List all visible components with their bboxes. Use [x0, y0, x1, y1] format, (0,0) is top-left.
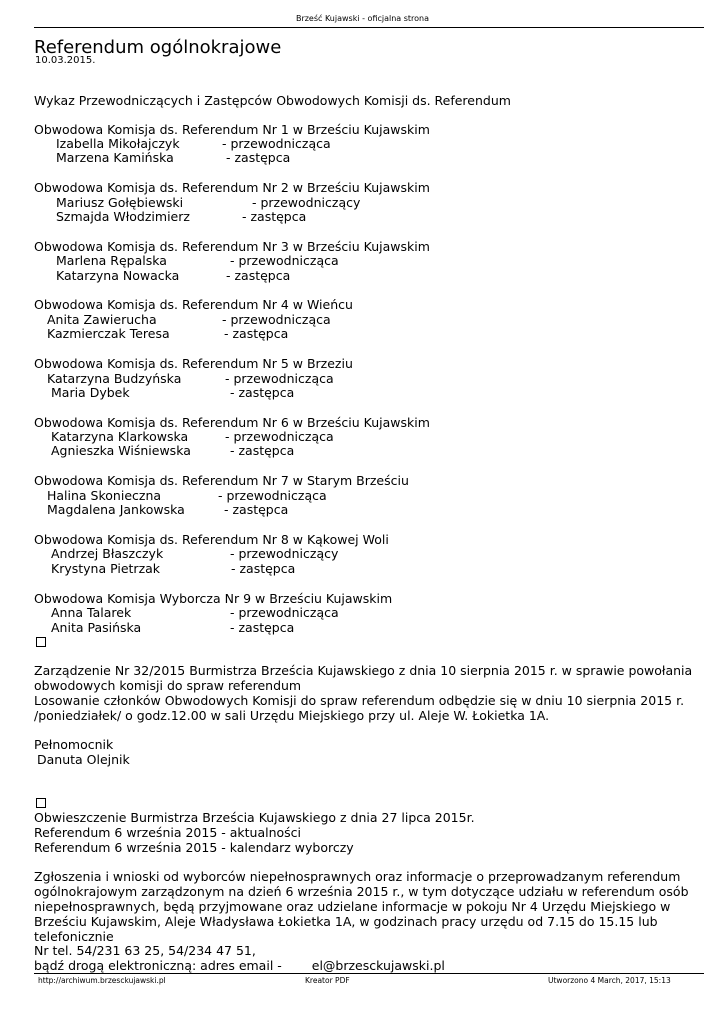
intro-text: Wykaz Przewodniczących i Zastępców Obwodowych Komisji ds. Referendum	[34, 93, 511, 108]
member-name: Mariusz Gołębiewski	[56, 195, 184, 210]
email-line	[34, 958, 445, 973]
footer-url[interactable]: http://archiwum.brzesckujawski.pl	[38, 976, 166, 985]
member-name: Andrzej Błaszczyk	[51, 546, 164, 561]
member-name: Kazmierczak Teresa	[47, 326, 170, 341]
commission-heading: Obwodowa Komisja ds. Referendum Nr 6 w Brześciu Kujawskim	[34, 415, 430, 430]
announcement-link[interactable]: Obwieszczenie Burmistrza Brześcia Kujawskiego z dnia 27 lipca 2015r.	[34, 810, 475, 825]
member-role: - przewodnicząca	[218, 488, 327, 503]
member-role: - zastępca	[230, 620, 295, 635]
footer-rule	[34, 973, 704, 974]
commission-heading: Obwodowa Komisja ds. Referendum Nr 8 w Kąkowej Woli	[34, 532, 389, 547]
commission-heading: Obwodowa Komisja ds. Referendum Nr 2 w Brześciu Kujawskim	[34, 180, 430, 195]
member-role: - przewodnicząca	[222, 136, 331, 151]
commission-heading: Obwodowa Komisja ds. Referendum Nr 4 w Wieńcu	[34, 297, 353, 312]
phone-numbers: Nr tel. 54/231 63 25, 54/234 47 51,	[34, 943, 256, 958]
member-role: - zastępca	[230, 385, 295, 400]
member-role: - przewodnicząca	[230, 605, 339, 620]
member-role: - zastępca	[224, 502, 289, 517]
member-role: - zastępca	[230, 443, 295, 458]
proxy-name: Danuta Olejnik	[37, 752, 130, 767]
member-name: Marlena Rępalska	[56, 253, 167, 268]
member-name: Maria Dybek	[51, 385, 130, 400]
member-role: - zastępca	[226, 150, 291, 165]
ordinance-link[interactable]: Zarządzenie Nr 32/2015 Burmistrza Brześcia Kujawskiego z dnia 10 sierpnia 2015 r. w sprawie powołania	[34, 663, 693, 678]
member-role: - przewodniczący	[230, 546, 339, 561]
member-role: - zastępca	[226, 268, 291, 283]
member-role: - przewodnicząca	[230, 253, 339, 268]
proxy-label: Pełnomocnik	[34, 737, 114, 752]
page-title: Referendum ogólnokrajowe	[34, 37, 282, 58]
member-name: Anna Talarek	[51, 605, 132, 620]
member-name: Anita Pasińska	[51, 620, 142, 635]
header-rule	[34, 27, 704, 28]
member-name: Katarzyna Nowacka	[56, 268, 180, 283]
ordinance-text: /poniedziałek/ o godz.12.00 w sali Urzędu Miejskiego przy ul. Aleje W. Łokietka 1A.	[34, 708, 550, 723]
commission-heading: Obwodowa Komisja Wyborcza Nr 9 w Brześciu Kujawskim	[34, 591, 393, 606]
notice-text: ogólnokrajowym zarządzonym na dzień 6 września 2015 r., w tym dotyczące udziału w referendum osób	[34, 884, 689, 899]
publish-date: 10.03.2015.	[35, 55, 96, 66]
notice-text: niepełnosprawnych, będą przyjmowane oraz udzielane informacje w pokoju Nr 4 Urzędu Miejskiego w	[34, 899, 671, 914]
broken-image-placeholder	[36, 637, 46, 647]
email-prefix: bądź drogą elektroniczną: adres email -	[34, 958, 282, 973]
member-name: Katarzyna Budzyńska	[47, 371, 182, 386]
member-name: Szmajda Włodzimierz	[56, 209, 190, 224]
commission-heading: Obwodowa Komisja ds. Referendum Nr 1 w Brześciu Kujawskim	[34, 122, 430, 137]
member-name: Agnieszka Wiśniewska	[51, 443, 191, 458]
member-role: - zastępca	[224, 326, 289, 341]
commission-heading: Obwodowa Komisja ds. Referendum Nr 7 w Starym Brześciu	[34, 473, 409, 488]
news-link[interactable]: Referendum 6 września 2015 - aktualności	[34, 825, 302, 840]
member-role: - zastępca	[231, 561, 296, 576]
notice-text: telefonicznie	[34, 929, 114, 944]
member-role: - przewodnicząca	[225, 429, 334, 444]
site-label: Brześć Kujawski - oficjalna strona	[295, 14, 430, 23]
member-name: Anita Zawierucha	[47, 312, 157, 327]
ordinance-link[interactable]: obwodowych komisji do spraw referendum	[34, 678, 302, 693]
member-name: Magdalena Jankowska	[47, 502, 185, 517]
member-name: Izabella Mikołajczyk	[56, 136, 180, 151]
member-role: - przewodnicząca	[222, 312, 331, 327]
commission-heading: Obwodowa Komisja ds. Referendum Nr 5 w Brzeziu	[34, 356, 353, 371]
calendar-link[interactable]: Referendum 6 września 2015 - kalendarz wyborczy	[34, 840, 354, 855]
notice-text: Brześciu Kujawskim, Aleje Władysława Łokietka 1A, w godzinach pracy urzędu od 7.15 do 15.15 lub	[34, 914, 658, 929]
footer-generator: Kreator PDF	[305, 976, 350, 985]
ordinance-text: Losowanie członków Obwodowych Komisji do spraw referendum odbędzie się w dniu 10 sierpnia 2015 r.	[34, 693, 685, 708]
member-name: Krystyna Pietrzak	[51, 561, 161, 576]
commission-heading: Obwodowa Komisja ds. Referendum Nr 3 w Brześciu Kujawskim	[34, 239, 430, 254]
member-role: - przewodniczący	[252, 195, 361, 210]
member-role: - przewodnicząca	[225, 371, 334, 386]
notice-text: Zgłoszenia i wnioski od wyborców niepełnosprawnych oraz informacje o przeprowadzanym referendum	[34, 869, 681, 884]
member-name: Halina Skonieczna	[47, 488, 162, 503]
broken-image-placeholder	[36, 798, 46, 808]
email-link[interactable]: el@brzesckujawski.pl	[311, 958, 445, 973]
member-name: Katarzyna Klarkowska	[51, 429, 189, 444]
footer-created: Utworzono 4 March, 2017, 15:13	[548, 976, 671, 985]
member-role: - zastępca	[242, 209, 307, 224]
member-name: Marzena Kamińska	[56, 150, 174, 165]
